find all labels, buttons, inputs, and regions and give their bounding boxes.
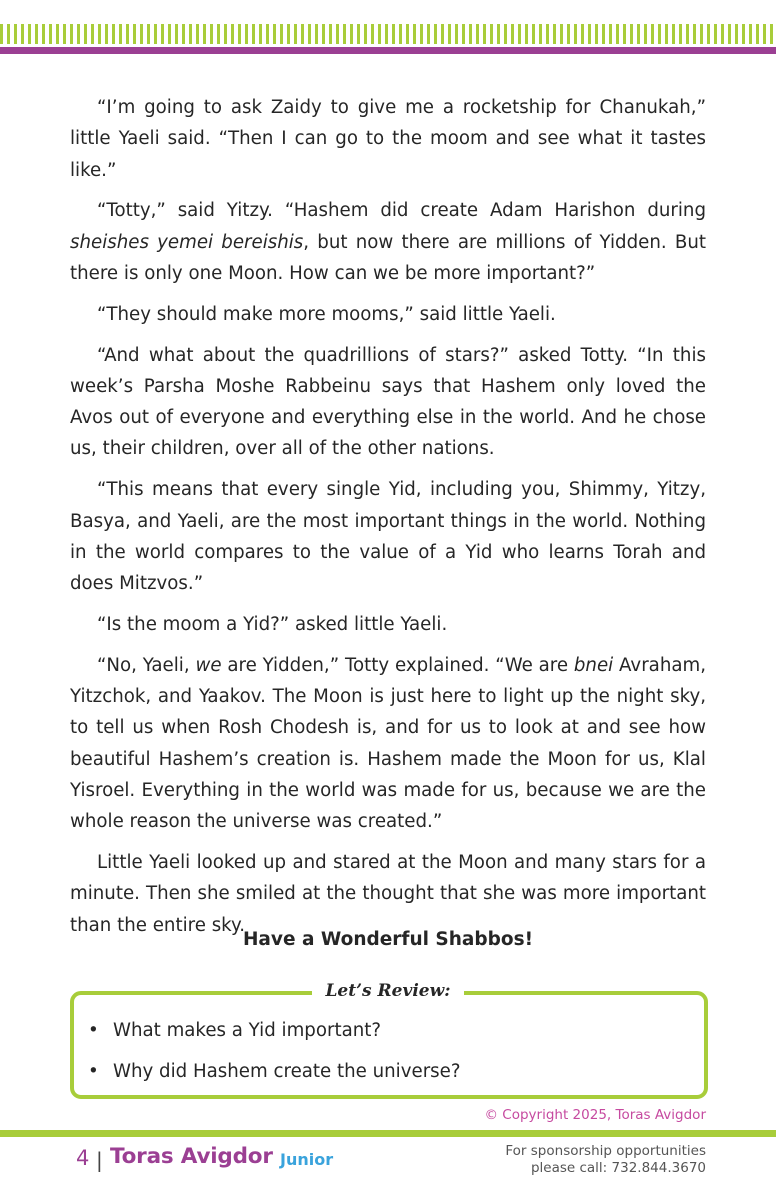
top-hatched-border (0, 24, 776, 44)
review-title: Let’s Review: (312, 978, 464, 1004)
paragraph-text: “Is the moom a Yid?” asked little Yaeli. (97, 613, 448, 635)
page-number: 4 (76, 1146, 90, 1170)
copyright-notice: © Copyright 2025, Toras Avigdor (484, 1107, 706, 1123)
paragraph-text: , but now there are millions of Yidden. But there is only one Moon. How can we be more important?” (70, 231, 706, 284)
story-paragraph (70, 650, 706, 838)
sponsorship-phone: please call: 732.844.3670 (530, 1160, 706, 1176)
sponsorship-info (505, 1143, 706, 1177)
paragraph-text: “No, Yaeli, (97, 654, 196, 676)
brand-name: Toras Avigdor (110, 1144, 273, 1169)
paragraph-text: “Totty,” said Yitzy. “Hashem did create Adam Harishon during (97, 200, 706, 222)
closing-greeting: Have a Wonderful Shabbos! (242, 929, 534, 950)
story-paragraph (70, 847, 706, 941)
italic-word: bnei (573, 654, 614, 676)
paragraph-text: Avraham, Yitzchok, and Yaakov. The Moon is just here to light up the night sky, to tell us when Rosh Chodesh is, and for us to look at and see how beautiful Hashem’s creation is. Hashem made the Moon for us, Klal Yisroel. Everything in the world was made for us, because we are the whole reason the universe was created.” (70, 654, 706, 833)
review-question (88, 1058, 461, 1099)
story-paragraph (70, 474, 706, 599)
question-text: Why did Hashem create the universe? (113, 1061, 461, 1082)
sponsorship-line: For sponsorship opportunities (505, 1143, 706, 1159)
bullet-icon: • (88, 1061, 99, 1082)
paragraph-text: “This means that every single Yid, including you, Shimmy, Yitzy, Basya, and Yaeli, are the most important things in the world. Nothing in the world compares to the value of a Yid who learns Torah and does Mitzvos.” (70, 479, 706, 595)
footer-separator: | (96, 1148, 103, 1172)
paragraph-text: Little Yaeli looked up and stared at the Moon and many stars for a minute. Then she smiled at the thought that she was more important than the entire sky. (70, 852, 706, 936)
story-paragraph (70, 92, 706, 186)
paragraph-text: “I’m going to ask Zaidy to give me a rocketship for Chanukah,” little Yaeli said. “Then I can go to the moom and see what it tastes like.” (70, 97, 706, 181)
review-questions (88, 1017, 461, 1099)
bottom-green-rule (0, 1130, 776, 1137)
review-question (88, 1017, 461, 1058)
italic-phrase: sheishes yemei bereishis (70, 231, 304, 253)
question-text: What makes a Yid important? (113, 1020, 382, 1041)
story-body (70, 92, 706, 950)
paragraph-text: “And what about the quadrillions of stars?” asked Totty. “In this week’s Parsha Moshe Rabbeinu says that Hashem only loved the Avos out of everyone and everything else in the world. And he chose us, their children, over all of the other nations. (70, 344, 706, 460)
bullet-icon: • (88, 1020, 99, 1041)
paragraph-text: are Yidden,” Totty explained. “We are (221, 654, 574, 676)
story-paragraph (70, 195, 706, 289)
story-paragraph (70, 299, 706, 330)
top-purple-rule (0, 47, 776, 54)
brand-suffix: Junior (280, 1150, 334, 1169)
paragraph-text: “They should make more mooms,” said little Yaeli. (97, 303, 556, 325)
story-paragraph (70, 340, 706, 465)
italic-word: we (195, 654, 222, 676)
story-paragraph (70, 609, 706, 640)
